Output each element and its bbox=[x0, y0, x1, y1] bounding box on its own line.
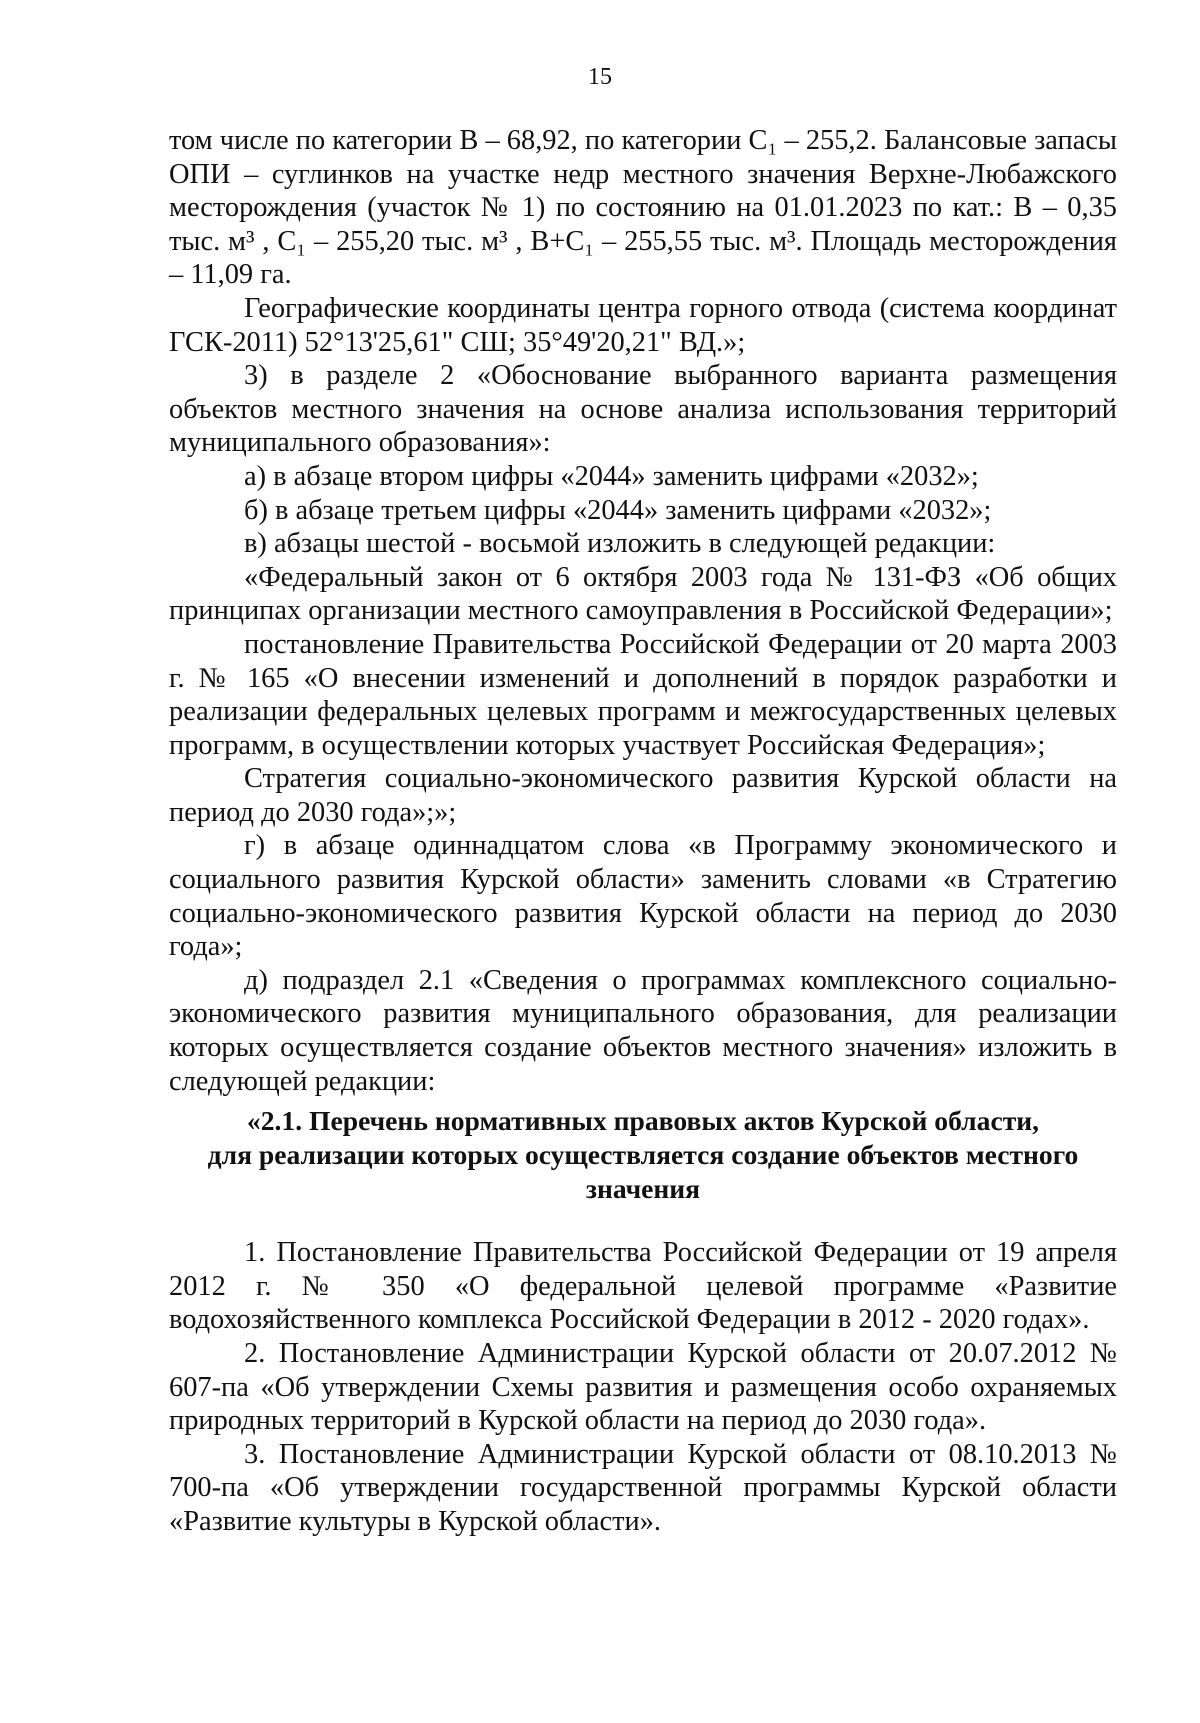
section-title-line-3: значения bbox=[585, 1173, 701, 1205]
paragraph-strategy: Стратегия социально-экономического развития Курской области на период до 2030 года»;»; bbox=[169, 763, 1117, 828]
paragraph-item-v: в) абзацы шестой - восьмой изложить в следующей редакции: bbox=[244, 528, 996, 560]
paragraph-item-a: а) в абзаце втором цифры «2044» заменить цифрами «2032»; bbox=[244, 460, 979, 492]
paragraph-government-decree: постановление Правительства Российской Федерации от 20 марта 2003 г. № 165 «О внесении изменений и дополнений в порядок разработки и реализации федеральных целевых программ и межгосударственных целевых программ, в осуществлении которых участвует Российская Федерация»; bbox=[169, 628, 1117, 761]
spacer bbox=[169, 1206, 1117, 1236]
document-body bbox=[169, 124, 1117, 1539]
section-title-line-2: для реализации которых осуществляется создание объектов местного bbox=[207, 1139, 1079, 1171]
page-number: 15 bbox=[588, 64, 612, 90]
paragraph-section-2: 3) в разделе 2 «Обоснование выбранного варианта размещения объектов местного значения на основе анализа использования территорий муниципального образования»: bbox=[169, 360, 1117, 459]
paragraph-coordinates: Географические координаты центра горного отвода (система координат ГСК-2011) 52°13'25,61" СШ; 35°49'20,21" ВД.»; bbox=[169, 292, 1117, 358]
section-title bbox=[169, 1104, 1117, 1206]
paragraph-reserves: том числе по категории В – 68,92, по категории С₁ – 255,2. Балансовые запасы ОПИ – суглинков на участке недр местного значения Верхне-Любажского месторождения (участок № 1) по состоянию на 01.01.2023 по кат.: В – 0,35 тыс. м³ , С₁ – 255,20 тыс. м³ , В+С₁ – 255,55 тыс. м³. Площадь месторождения – 11,09 га. bbox=[169, 125, 1117, 291]
list-item: 2. Постановление Администрации Курской области от 20.07.2012 № 607-па «Об утверждении Схемы развития и размещения особо охраняемых природных территорий в Курской области на период до 2030 года». bbox=[169, 1338, 1117, 1437]
paragraph-item-d: д) подраздел 2.1 «Сведения о программах комплексного социально-экономического развития муниципального образования, для реализации которых осуществляется создание объектов местного значения» изложить в следующей редакции: bbox=[169, 964, 1117, 1097]
section-title-line-1: «2.1. Перечень нормативных правовых актов Курской области, bbox=[246, 1105, 1040, 1137]
paragraph-item-g: г) в абзаце одиннадцатом слова «в Программу экономического и социального развития Курской области» заменить словами «в Стратегию социально-экономического развития Курской области на период до 2030 года»; bbox=[169, 830, 1117, 963]
list-item: 1. Постановление Правительства Российской Федерации от 19 апреля 2012 г. № 350 «О федеральной целевой программе «Развитие водохозяйственного комплекса Российской Федерации в 2012 - 2020 годах». bbox=[169, 1237, 1117, 1336]
paragraph-federal-law: «Федеральный закон от 6 октября 2003 года № 131-ФЗ «Об общих принципах организации местного самоуправления в Российской Федерации»; bbox=[169, 561, 1117, 627]
list-item: 3. Постановление Администрации Курской области от 08.10.2013 № 700-па «Об утверждении государственной программы Курской области «Развитие культуры в Курской области». bbox=[169, 1438, 1117, 1537]
paragraph-item-b: б) в абзаце третьем цифры «2044» заменить цифрами «2032»; bbox=[244, 494, 992, 526]
